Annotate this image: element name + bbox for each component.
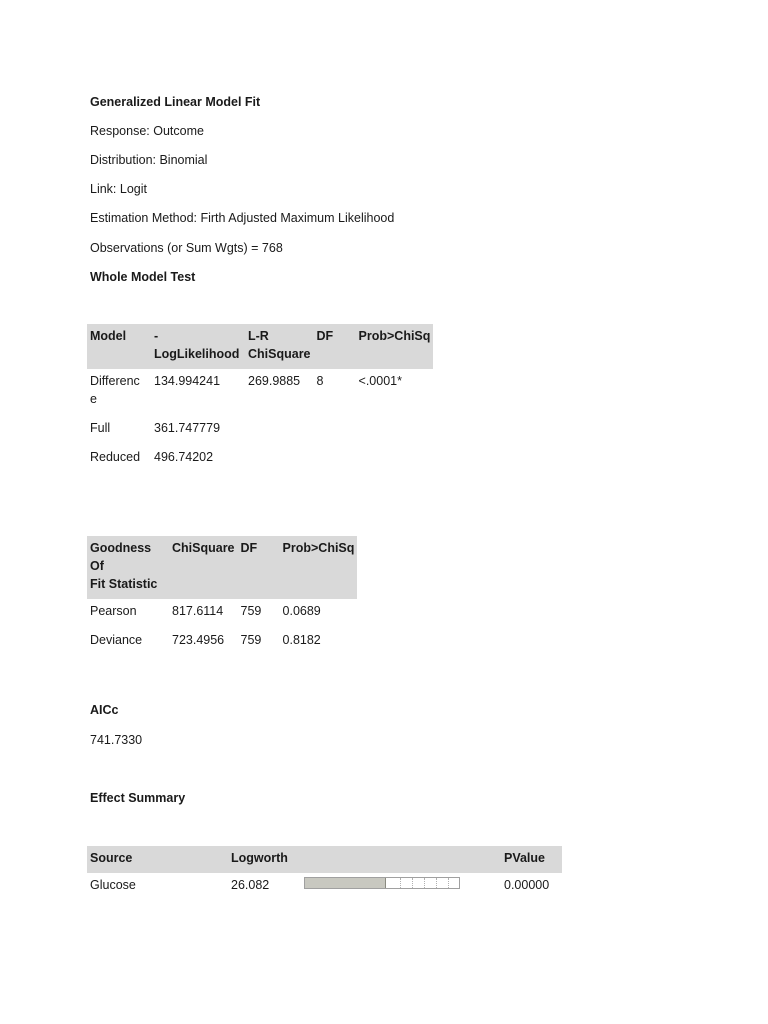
whole-model-test-heading: Whole Model Test <box>90 270 196 284</box>
effect-summary-table <box>87 846 562 902</box>
observations-line: Observations (or Sum Wgts) = 768 <box>90 241 283 255</box>
table-cell: 134.994241 <box>154 374 221 388</box>
bar-gridline <box>424 878 425 888</box>
column-header: PValue <box>501 846 562 873</box>
bar-gridline <box>448 878 449 888</box>
estimation-method-line: Estimation Method: Firth Adjusted Maximum Likelihood <box>90 211 395 225</box>
table-cell: 496.74202 <box>154 450 214 464</box>
effect-summary-heading: Effect Summary <box>90 791 186 805</box>
table-row <box>87 628 357 657</box>
table-cell <box>314 416 356 445</box>
table-cell: 0.8182 <box>282 633 321 647</box>
column-header: Source <box>87 846 228 873</box>
table-row <box>87 369 433 416</box>
logworth-value: 26.082 <box>231 878 270 892</box>
column-header: -LogLikelihood <box>151 324 245 369</box>
table-cell: Reduced <box>90 450 141 464</box>
table-cell <box>245 416 314 445</box>
goodness-of-fit-table <box>87 536 357 657</box>
table-cell: <.0001* <box>358 374 402 388</box>
whole-model-test-table <box>87 324 433 474</box>
link-line: Link: Logit <box>90 182 147 196</box>
aicc-heading: AICc <box>90 703 119 717</box>
column-header: Prob>ChiSq <box>280 536 358 599</box>
response-line: Response: Outcome <box>90 124 204 138</box>
table-cell: 817.6114 <box>172 604 224 618</box>
table-row <box>87 873 562 902</box>
table-cell: 0.0689 <box>282 604 321 618</box>
table-cell: Full <box>90 421 111 435</box>
column-header: DF <box>238 536 280 599</box>
column-header: ChiSquare <box>169 536 238 599</box>
table-header-row <box>87 846 562 873</box>
table-cell <box>314 445 356 474</box>
table-cell <box>245 445 314 474</box>
table-cell: 723.4956 <box>172 633 225 647</box>
column-header: Logworth <box>228 846 501 873</box>
logworth-cell <box>228 873 501 902</box>
bar-gridline <box>436 878 437 888</box>
aicc-value: 741.7330 <box>90 733 143 747</box>
table-cell: Glucose <box>90 878 136 892</box>
report-title: Generalized Linear Model Fit <box>90 95 261 109</box>
table-cell <box>356 416 434 445</box>
table-header-row <box>87 324 433 369</box>
table-cell: 759 <box>240 604 262 618</box>
table-cell <box>356 445 434 474</box>
column-header: DF <box>314 324 356 369</box>
table-cell: 759 <box>240 633 262 647</box>
column-header: L-R ChiSquare <box>245 324 314 369</box>
table-header-row <box>87 536 357 599</box>
column-header: Model <box>87 324 151 369</box>
table-cell: Pearson <box>90 604 137 618</box>
table-row <box>87 599 357 628</box>
column-header: Goodness Of Fit Statistic <box>87 536 169 599</box>
bar-gridline <box>412 878 413 888</box>
table-row <box>87 416 433 445</box>
table-cell: Deviance <box>90 633 143 647</box>
logworth-bar-fill <box>305 878 386 888</box>
bar-gridline <box>400 878 401 888</box>
table-row <box>87 445 433 474</box>
column-header: Prob>ChiSq <box>356 324 434 369</box>
logworth-bar <box>304 877 460 889</box>
table-cell: 0.00000 <box>504 878 550 892</box>
table-cell: 361.747779 <box>154 421 221 435</box>
table-cell: 8 <box>316 374 324 388</box>
distribution-line: Distribution: Binomial <box>90 153 208 167</box>
table-cell: 269.9885 <box>248 374 301 388</box>
table-cell: Differenc e <box>90 374 140 406</box>
